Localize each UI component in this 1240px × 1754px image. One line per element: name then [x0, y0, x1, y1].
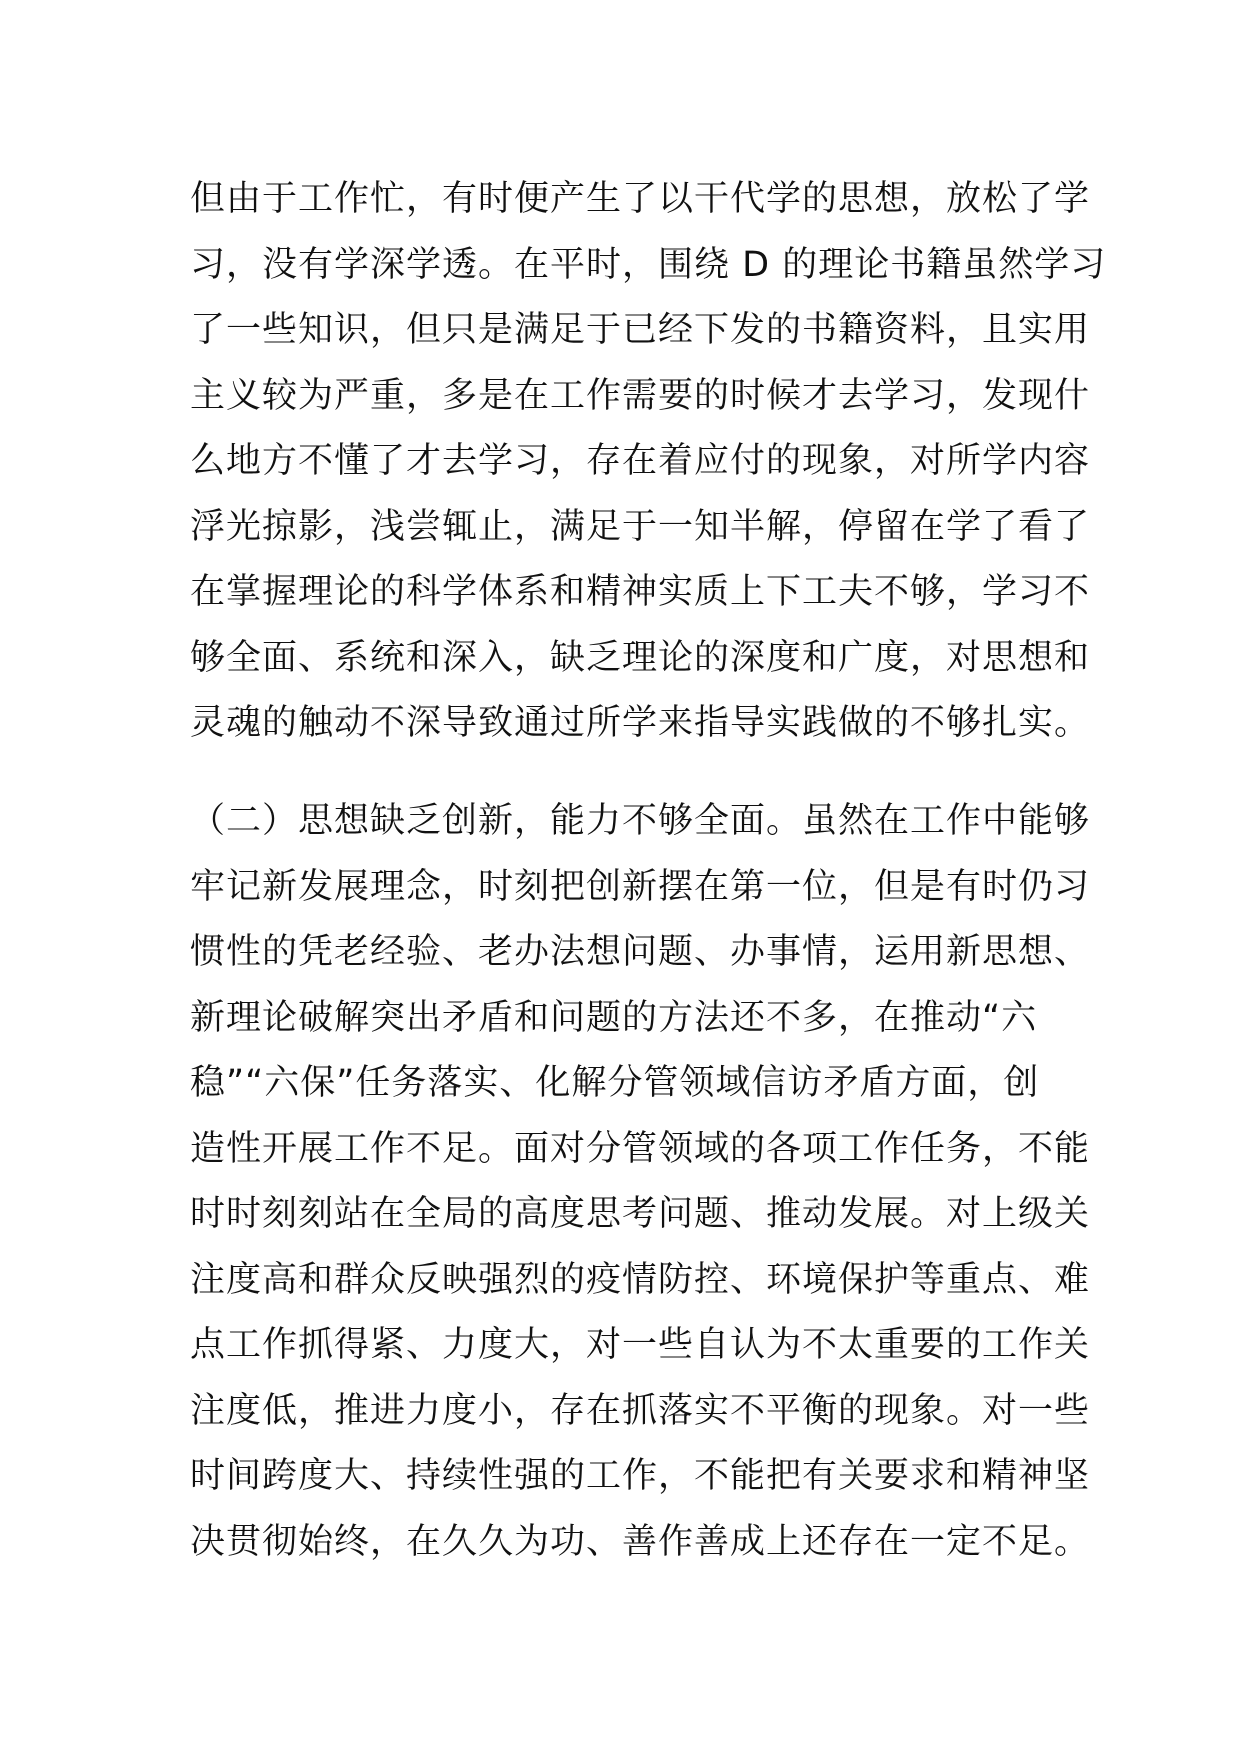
- text-line: 在掌握理论的科学体系和精神实质上下工夫不够，学习不: [190, 572, 1091, 612]
- paragraph-2: [190, 789, 1091, 1575]
- text-line: 时间跨度大、持续性强的工作，不能把有关要求和精神坚: [190, 1456, 1091, 1496]
- text-line: 注度低，推进力度小，存在抓落实不平衡的现象。对一些: [190, 1390, 1091, 1431]
- text-line: 时时刻刻站在全局的高度思考问题、推动发展。对上级关: [190, 1194, 1091, 1234]
- text-line: 习，没有学深学透。在平时，围绕 D 的理论书籍虽然学习: [190, 244, 1107, 285]
- text-line: 惯性的凭老经验、老办法想问题、办事情，运用新思想、: [190, 932, 1091, 972]
- text-line: 造性开展工作不足。面对分管领域的各项工作任务，不能: [190, 1128, 1091, 1169]
- text-line: 新理论破解突出矛盾和问题的方法还不多，在推动“六: [190, 997, 1038, 1038]
- text-line: 主义较为严重，多是在工作需要的时候才去学习，发现什: [190, 375, 1091, 416]
- text-line: 灵魂的触动不深导致通过所学来指导实践做的不够扎实。: [190, 703, 1091, 743]
- text-line: 决贯彻始终，在久久为功、善作善成上还存在一定不足。: [190, 1521, 1091, 1562]
- text-line: 点工作抓得紧、力度大，对一些自认为不太重要的工作关: [190, 1325, 1091, 1365]
- text-line: 稳”“六保”任务落实、化解分管领域信访矛盾方面，创: [190, 1063, 1040, 1103]
- paragraph-1: [190, 167, 1107, 757]
- text-line: 牢记新发展理念，时刻把创新摆在第一位，但是有时仍习: [190, 866, 1091, 907]
- text-line: 了一些知识，但只是满足于已经下发的书籍资料，且实用: [190, 310, 1091, 350]
- text-line: 么地方不懂了才去学习，存在着应付的现象，对所学内容: [190, 441, 1091, 481]
- text-line: 但由于工作忙，有时便产生了以干代学的思想，放松了学: [190, 179, 1091, 219]
- text-line: 注度高和群众反映强烈的疫情防控、环境保护等重点、难: [190, 1259, 1091, 1300]
- text-line: 浮光掠影，浅尝辄止，满足于一知半解，停留在学了看了: [190, 506, 1091, 547]
- text-line: 够全面、系统和深入，缺乏理论的深度和广度，对思想和: [190, 637, 1091, 678]
- section-heading-line: （二）思想缺乏创新，能力不够全面。虽然在工作中能够: [190, 801, 1091, 841]
